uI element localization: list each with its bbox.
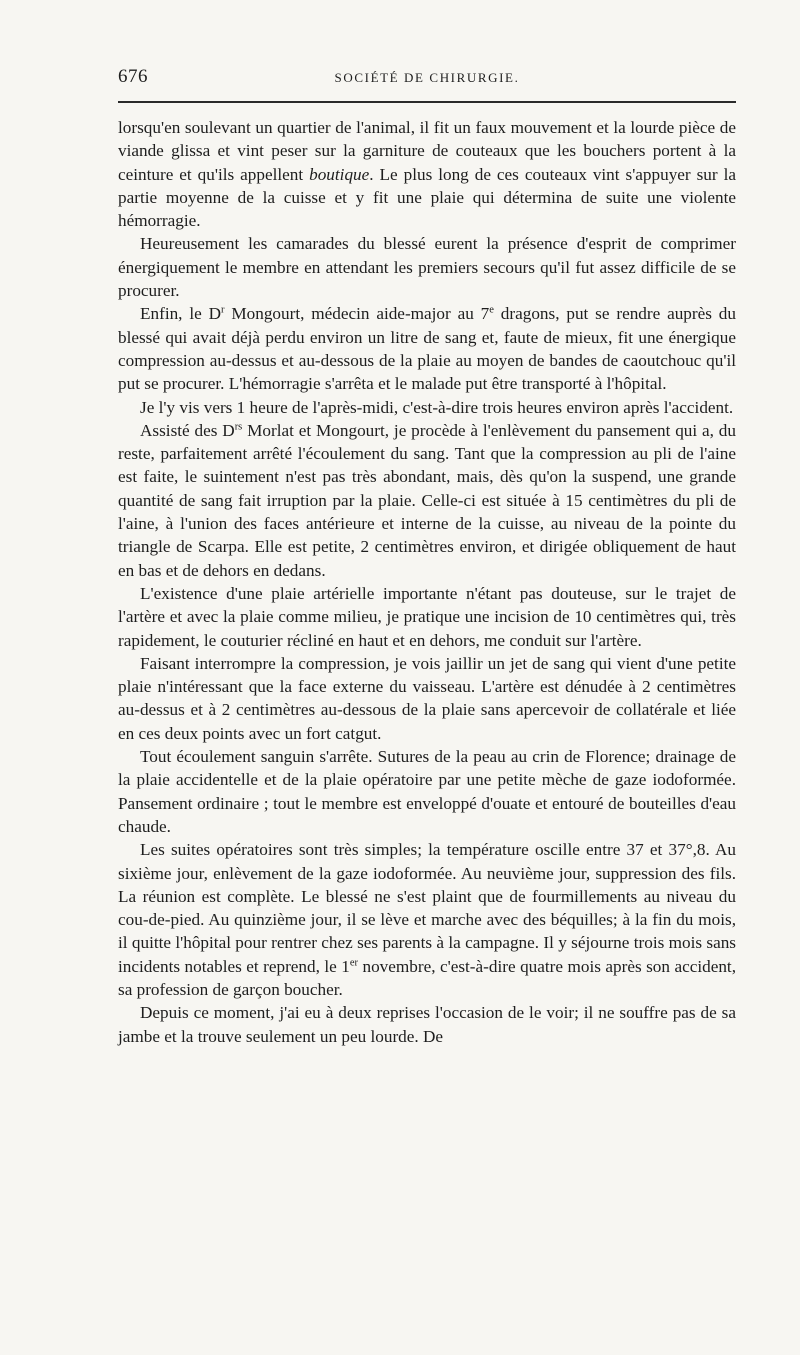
paragraph-1: lorsqu'en soulevant un quartier de l'animal, il fit un faux mouvement et la lourde pièce de viande glissa et vint peser sur la garniture de couteaux que les bouchers portent à la ceinture et qu'ils appellent boutique. Le plus long de ces couteaux vint s'appuyer sur la partie moyenne de la cuisse et y fit une plaie qui détermina de suite une violente hémorragie. <box>118 118 736 231</box>
paragraph-9: Les suites opératoires sont très simples; la température oscille entre 37 et 37°,8. Au sixième jour, enlèvement de la gaze iodoformée. Au neuvième jour, suppression des fils. La réunion est complète. Le blessé ne s'est plaint que de fourmillements au niveau du cou-de-pied. Au quinzième jour, il se lève et marche avec des béquilles; à la fin du mois, il quitte l'hôpital pour rentrer chez ses parents à la campagne. Il y séjourne trois mois sans incidents notables et reprend, le 1er novembre, c'est-à-dire quatre mois après son accident, sa profession de garçon boucher. <box>118 840 736 999</box>
paragraph-4: Je l'y vis vers 1 heure de l'après-midi, c'est-à-dire trois heures environ après l'accident. <box>140 397 734 417</box>
running-title: SOCIÉTÉ DE CHIRURGIE. <box>334 70 520 85</box>
paragraph-5: Assisté des $D^{rs}$ Morlat et Mongourt, je procède à l'enlèvement du pansement qui a, du reste, parfaitement arrêté l'écoulement du sang. Tant que la compression au pli de l'aine est faite, le suintement n'est pas très abondant, mais, dès qu'on la suspend, une grande quantité de sang fait irruption par la plaie. Celle-ci est située à 15 centimètres du pli de l'aine, à l'union des faces antérieure et interne de la cuisse, au niveau de la pointe du triangle de Scarpa. Elle est petite, 2 centimètres environ, et dirigée obliquement de haut en bas et de dehors en dedans. <box>118 420 736 580</box>
page-number: 676 <box>118 66 148 87</box>
paragraph-2: Heureusement les camarades du blessé eurent la présence d'esprit de comprimer énergiquement le membre en attendant les premiers secours qu'il fut assez difficile de se procurer. <box>118 234 736 301</box>
paragraph-3: Enfin, le $D^r$ Mongourt, médecin aide-major au 7e dragons, put se rendre auprès du blessé qui avait déjà perdu environ un litre de sang et, faute de mieux, fit une énergique compression au-dessus et au-dessous de la plaie au moyen de bandes de caoutchouc qu'il put se procurer. L'hémorragie s'arrêta et le malade put être transporté à l'hôpital. <box>118 304 736 394</box>
italic-term: boutique <box>309 164 370 184</box>
paragraph-8: Tout écoulement sanguin s'arrête. Sutures de la peau au crin de Florence; drainage de la plaie accidentelle et de la plaie opératoire par une petite mèche de gaze iodoformée. Pansement ordinaire ; tout le membre est enveloppé d'ouate et entouré de bouteilles d'eau chaude. <box>118 747 736 836</box>
body-text <box>118 116 736 1048</box>
page-header <box>118 62 736 96</box>
paragraph-6: L'existence d'une plaie artérielle importante n'étant pas douteuse, sur le trajet de l'artère et avec la plaie comme milieu, je pratique une incision de 10 centimètres qui, très rapidement, le couturier récliné en haut et en dehors, me conduit sur l'artère. <box>118 583 736 650</box>
header-rule <box>118 101 736 103</box>
paragraph-7: Faisant interrompre la compression, je vois jaillir un jet de sang qui vient d'une petite plaie n'intéressant que la face externe du vaisseau. L'artère est dénudée à 2 centimètres au-dessus et à 2 centimètres au-dessous de la plaie sans apercevoir de collatérale et liée en ces deux points avec un fort catgut. <box>118 653 736 743</box>
paragraph-10: Depuis ce moment, j'ai eu à deux reprises l'occasion de le voir; il ne souffre pas de sa jambe et la trouve seulement un peu lourde. De <box>118 1003 736 1046</box>
